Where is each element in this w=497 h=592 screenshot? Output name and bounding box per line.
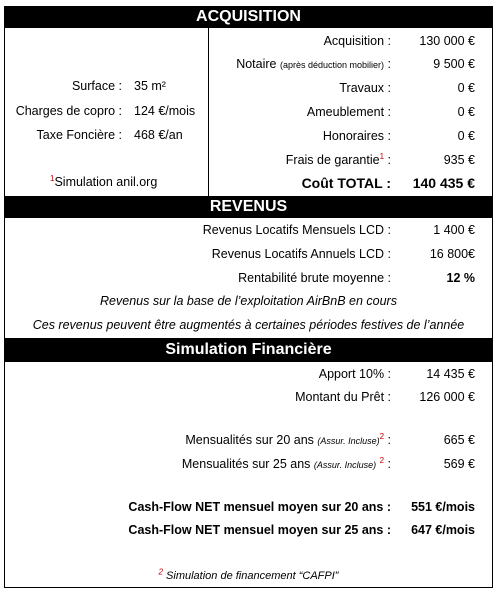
- m20-text: Mensualités sur 20 ans: [185, 433, 314, 447]
- m25-note: (Assur. Incluse): [313, 460, 377, 470]
- total-label: Coût TOTAL :: [301, 175, 391, 191]
- revenus-note-2: Ces revenus peuvent être augmentés à certaines périodes festives de l’année: [32, 318, 465, 332]
- m25-text: Mensualités sur 25 ans: [181, 457, 311, 471]
- footnote-mark: 1: [50, 173, 55, 183]
- footnote-text-2: Simulation de financement “CAFPI”: [166, 570, 339, 582]
- notaire-label: [236, 56, 391, 73]
- garantie-text: Frais de garantie: [285, 153, 380, 167]
- footnote-mark-2: 2: [158, 567, 163, 577]
- notaire-value: 9 500 €: [433, 57, 475, 71]
- m25-colon: :: [384, 457, 391, 471]
- garantie-label: [286, 152, 391, 168]
- revenus-note-1: Revenus sur la base de l’exploitation AirBnB en cours: [100, 294, 397, 308]
- garantie-mark: 1: [379, 151, 385, 161]
- m20-mark: 2: [379, 431, 385, 441]
- cashflow-20-label: Cash-Flow NET mensuel moyen sur 20 ans :: [128, 500, 391, 514]
- column-divider: [208, 28, 209, 196]
- surface-label: Surface :: [71, 79, 122, 93]
- pret-value: 126 000 €: [419, 390, 475, 404]
- honoraires-label: Honoraires :: [322, 129, 391, 143]
- apport-label: Apport 10% :: [318, 367, 391, 381]
- cashflow-25-value: 647 €/mois: [411, 523, 475, 537]
- acquisition-label: Acquisition :: [323, 34, 391, 48]
- simulation-footnote: [4, 568, 493, 584]
- notaire-colon: :: [387, 57, 391, 71]
- notaire-text: Notaire: [236, 57, 277, 71]
- ameublement-value: 0 €: [457, 105, 475, 119]
- rentabilite-value: 12 %: [446, 271, 475, 285]
- mensualites-20-value: 665 €: [443, 433, 475, 447]
- acquisition-value: 130 000 €: [419, 34, 475, 48]
- pret-label: Montant du Prêt :: [295, 390, 391, 404]
- acquisition-header: ACQUISITION: [4, 6, 493, 28]
- taxe-label: Taxe Foncière :: [36, 128, 122, 142]
- acquisition-footnote: [50, 174, 157, 190]
- total-value: 140 435 €: [412, 175, 475, 191]
- charges-value: 124 €/mois: [134, 104, 196, 118]
- apport-value: 14 435 €: [426, 367, 475, 381]
- travaux-label: Travaux :: [339, 81, 391, 95]
- ameublement-label: Ameublement :: [306, 105, 391, 119]
- honoraires-value: 0 €: [457, 129, 475, 143]
- charges-label: Charges de copro :: [15, 104, 122, 118]
- revenus-header: REVENUS: [4, 196, 493, 218]
- revenus-annuels-value: 16 800€: [429, 247, 475, 261]
- garantie-colon: :: [384, 153, 391, 167]
- m25-mark: 2: [379, 455, 385, 465]
- revenus-mensuels-value: 1 400 €: [433, 223, 475, 237]
- mensualites-25-label: [182, 456, 391, 473]
- footnote-text: Simulation anil.org: [54, 175, 158, 189]
- surface-value: 35 m²: [134, 79, 166, 93]
- revenus-mensuels-label: Revenus Locatifs Mensuels LCD :: [202, 223, 391, 237]
- notaire-note: (après déduction mobilier): [279, 60, 385, 70]
- cashflow-25-label: Cash-Flow NET mensuel moyen sur 25 ans :: [128, 523, 391, 537]
- garantie-value: 935 €: [443, 153, 475, 167]
- revenus-annuels-label: Revenus Locatifs Annuels LCD :: [211, 247, 391, 261]
- simulation-header: Simulation Financière: [4, 338, 493, 362]
- taxe-value: 468 €/an: [134, 128, 183, 142]
- m20-colon: :: [384, 433, 391, 447]
- m20-note: (Assur. Incluse): [317, 436, 380, 446]
- travaux-value: 0 €: [457, 81, 475, 95]
- cashflow-20-value: 551 €/mois: [411, 500, 475, 514]
- rentabilite-label: Rentabilité brute moyenne :: [238, 271, 391, 285]
- mensualites-25-value: 569 €: [443, 457, 475, 471]
- mensualites-20-label: [185, 432, 391, 449]
